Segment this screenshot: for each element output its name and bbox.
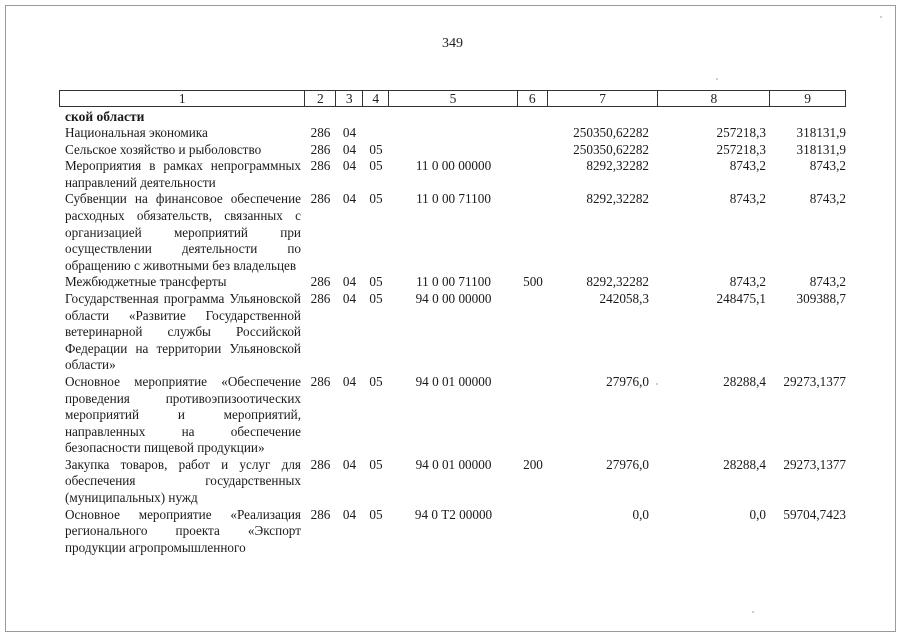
row-c3: 04 <box>342 158 357 174</box>
row-c5: 11 0 00 00000 <box>415 158 492 174</box>
column-header-6: 6 <box>518 91 548 106</box>
row-c3: 04 <box>342 373 357 389</box>
row-c9: 59704,7423 <box>783 506 846 522</box>
row-name: Субвенции на финансовое обеспечение расходных обязательств, связанных с организацией мероприятий при осуществлении деятельности по обращению с животными без владельцев <box>65 191 301 273</box>
row-c7: 8292,32282 <box>586 191 649 207</box>
row-c4: 05 <box>369 456 383 472</box>
row-c7: 250350,62282 <box>573 141 649 157</box>
table-row <box>59 507 846 557</box>
column-header-7: 7 <box>548 91 659 106</box>
row-c5: 94 0 Т2 00000 <box>414 506 493 522</box>
row-name: Мероприятия в рамках непрограммных направлений деятельности <box>65 158 301 190</box>
row-c5: 11 0 00 71100 <box>416 274 491 290</box>
scan-speck <box>752 611 754 613</box>
row-c5 <box>389 125 518 142</box>
row-c5: 11 0 00 71100 <box>416 191 491 207</box>
table-row <box>59 125 846 142</box>
row-c2: 286 <box>310 158 331 174</box>
row-c2: 286 <box>310 506 331 522</box>
row-c6 <box>518 158 548 191</box>
row-c7: 0,0 <box>632 506 649 522</box>
row-c7: 8292,32282 <box>586 158 649 174</box>
row-c7: 242058,3 <box>599 290 649 306</box>
row-c8: 8743,2 <box>729 191 766 207</box>
row-c8: 8743,2 <box>729 274 766 290</box>
row-c8: 28288,4 <box>723 456 766 472</box>
row-c3: 04 <box>342 290 357 306</box>
row-c3: 04 <box>342 191 357 207</box>
row-c9: 8743,2 <box>809 274 846 290</box>
row-c5: 94 0 01 00000 <box>415 456 492 472</box>
row-c2: 286 <box>310 456 331 472</box>
row-c7: 250350,62282 <box>573 125 649 140</box>
row-c2: 286 <box>310 125 331 140</box>
row-c2: 286 <box>310 290 331 306</box>
section-title: ской области <box>65 109 145 124</box>
row-c3: 04 <box>342 456 357 472</box>
table-header <box>59 90 846 107</box>
scan-speck <box>656 383 658 385</box>
row-c5: 94 0 01 00000 <box>415 373 492 389</box>
row-name: Закупка товаров, работ и услуг для обеспечения государственных (муниципальных) нужд <box>65 456 301 506</box>
row-name: Сельское хозяйство и рыболовство <box>65 141 262 157</box>
row-c6 <box>518 191 548 274</box>
row-name: Национальная экономика <box>65 125 208 140</box>
row-c2: 286 <box>310 373 331 389</box>
row-name: Основное мероприятие «Обеспечение проведения противоэпизоотических мероприятий и мероприятий, направленных на обеспечение безопасности пищевой продукции» <box>65 373 301 456</box>
table-row <box>59 274 846 291</box>
row-c3: 04 <box>342 506 357 522</box>
row-c6: 200 <box>523 456 543 472</box>
row-c4: 05 <box>369 290 383 306</box>
column-header-9: 9 <box>804 91 811 106</box>
row-c9: 29273,1377 <box>783 373 846 389</box>
column-header-4: 4 <box>363 91 389 106</box>
row-c5: 94 0 00 00000 <box>415 290 492 306</box>
row-c3: 04 <box>342 141 357 157</box>
row-c3: 04 <box>342 125 357 140</box>
column-header-5: 5 <box>389 91 518 106</box>
row-c8: 248475,1 <box>716 290 766 306</box>
row-c6 <box>518 507 548 557</box>
row-c9: 8743,2 <box>809 158 846 174</box>
row-c9: 8743,2 <box>809 191 846 207</box>
row-c4: 05 <box>369 158 383 174</box>
row-c4: 05 <box>369 274 383 290</box>
row-c4: 05 <box>369 191 383 207</box>
row-c7: 27976,0 <box>606 373 649 389</box>
row-name: Государственная программа Ульяновской области «Развитие Государственной ветеринарной службы Российской Федерации на территории Ульяновской области» <box>65 290 301 373</box>
table-body <box>59 109 846 556</box>
column-header-8: 8 <box>658 91 770 106</box>
row-c8: 0,0 <box>749 506 766 522</box>
table-row <box>59 142 846 159</box>
table-row <box>59 191 846 274</box>
row-c4: 05 <box>369 373 383 389</box>
column-header-1: 1 <box>60 91 305 106</box>
row-c9: 318131,9 <box>796 125 846 140</box>
row-c8: 28288,4 <box>723 373 766 389</box>
row-c7: 8292,32282 <box>586 274 649 290</box>
row-c6 <box>518 374 548 457</box>
row-c5 <box>389 142 518 159</box>
row-c3: 04 <box>342 274 357 290</box>
row-c4 <box>363 125 389 142</box>
row-c2: 286 <box>310 274 331 290</box>
column-header-2: 2 <box>305 91 336 106</box>
row-c4: 05 <box>369 141 383 157</box>
page-number: 349 <box>442 36 463 51</box>
row-c8: 257218,3 <box>716 125 766 140</box>
row-c6 <box>518 125 548 142</box>
table-row <box>59 158 846 191</box>
row-name: Основное мероприятие «Реализация регионального проекта «Экспорт продукции агропромышленного <box>65 506 301 555</box>
row-c8: 257218,3 <box>716 141 766 157</box>
table-row <box>59 457 846 507</box>
row-c6 <box>518 291 548 374</box>
row-c4: 05 <box>369 506 383 522</box>
row-c9: 318131,9 <box>796 141 846 157</box>
row-c6 <box>518 142 548 159</box>
table-row <box>59 374 846 457</box>
row-c9: 29273,1377 <box>783 456 846 472</box>
scan-speck <box>716 78 718 80</box>
row-c2: 286 <box>310 141 331 157</box>
row-name: Межбюджетные трансферты <box>65 274 227 290</box>
column-header-3: 3 <box>336 91 363 106</box>
row-c9: 309388,7 <box>796 290 846 306</box>
table-row <box>59 291 846 374</box>
scan-speck <box>880 16 882 18</box>
row-c2: 286 <box>310 191 331 207</box>
row-c6: 500 <box>523 274 543 290</box>
row-c8: 8743,2 <box>729 158 766 174</box>
row-c7: 27976,0 <box>606 456 649 472</box>
